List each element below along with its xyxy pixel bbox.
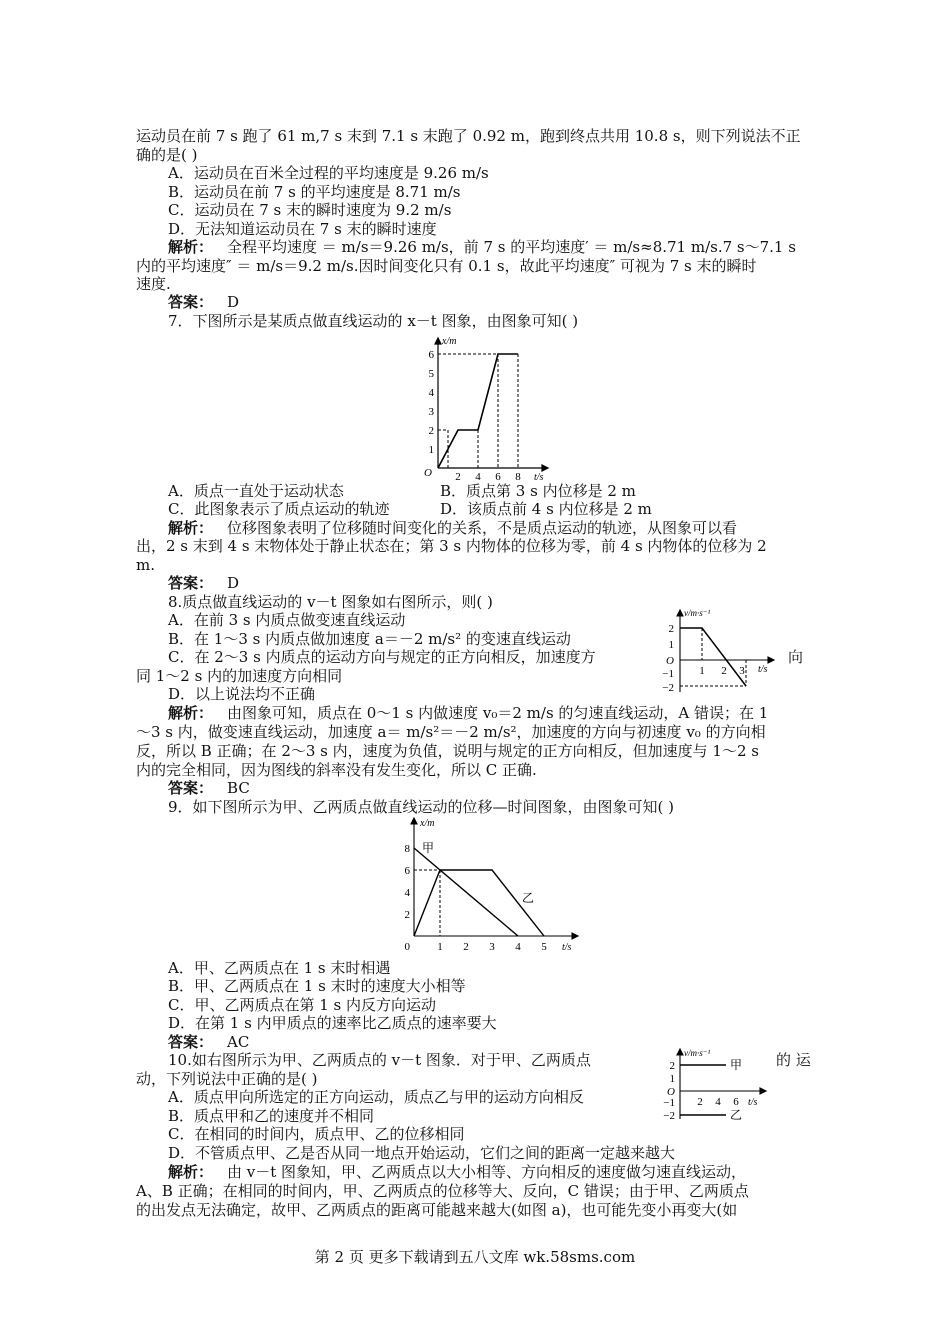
x-tick-2: 2: [463, 941, 469, 953]
q6-analysis-line2: 内的平均速度″ ＝ m/s＝9.2 m/s.因时间变化只有 0.1 s，故此平均速度″ 可视为 7 s 末的瞬时: [136, 257, 757, 275]
y-axis-label: x/m: [420, 818, 435, 829]
x-tick-2: 2: [455, 471, 461, 480]
x-tick-6: 6: [733, 1096, 739, 1108]
q6-option-c: C．运动员在 7 s 末的瞬时速度为 9.2 m/s: [168, 201, 452, 219]
q10-option-d: D．不管质点甲、乙是否从同一地点开始运动，它们之间的距离一定越来越大: [168, 1144, 676, 1162]
answer-value: D: [227, 574, 240, 592]
x-axis-label: t/s: [534, 472, 544, 480]
q6-analysis-line3: 速度.: [136, 275, 171, 293]
q7-analysis-line2: 出，2 s 末到 4 s 末物体处于静止状态在；第 3 s 内物体的位移为零，前 4 s 内物体的位移为 2: [136, 537, 767, 555]
q10-stem-tail: 的 运: [776, 1051, 811, 1069]
q7-option-a: A．质点一直处于运动状态: [168, 482, 344, 500]
q10-option-a: A．质点甲向所选定的正方向运动，质点乙与甲的运动方向相反: [168, 1088, 584, 1106]
q7-analysis-line3: m.: [136, 556, 155, 574]
vt-line: [680, 628, 746, 686]
q6-option-d: D．无法知道运动员在 7 s 末的瞬时速度: [168, 220, 437, 238]
y-tick-5: 5: [428, 368, 434, 380]
y-tick-0: 0: [404, 941, 410, 953]
y-tick-3: 3: [428, 406, 434, 418]
q8-vt-graph: [652, 604, 786, 694]
q6-option-a: A．运动员在百米全过程的平均速度是 9.26 m/s: [168, 164, 489, 182]
y-tick-1: 1: [669, 1073, 675, 1085]
q8-option-d: D．以上说法均不正确: [168, 685, 316, 703]
y-axis-arrow: [677, 1049, 683, 1055]
x-tick-5: 5: [541, 941, 547, 953]
q7-option-c: C．此图象表示了质点运动的轨迹: [168, 500, 390, 518]
x-tick-3: 3: [739, 665, 745, 677]
x-axis-label: t/s: [758, 664, 768, 675]
x-tick-2: 2: [697, 1096, 703, 1108]
y-tick-6: 6: [404, 865, 410, 877]
q10-analysis-line1: [168, 1163, 848, 1182]
q9-option-c: C．甲、乙两质点在第 1 s 内反方向运动: [168, 996, 437, 1014]
y-tick-2: 2: [404, 909, 410, 921]
q10-stem-line2: 动，下列说法中正确的是( ): [136, 1070, 318, 1088]
y-axis-label: v/m·s⁻¹: [684, 608, 711, 618]
y-tick-minus1: −1: [662, 668, 674, 680]
x-tick-3: 3: [489, 941, 495, 953]
q8-answer: [168, 779, 848, 798]
y-tick-8: 8: [404, 843, 410, 855]
q6-stem-line1: 运动员在前 7 s 跑了 61 m,7 s 末到 7.1 s 末跑了 0.92 m，跑到终点共用 10.8 s，则下列说法不正: [136, 127, 801, 145]
x-tick-8: 8: [515, 471, 521, 480]
x-axis-arrow: [542, 465, 548, 471]
q9-option-b: B．甲、乙两质点在 1 s 末时的速度大小相等: [168, 977, 466, 995]
analysis-label: 解析：: [168, 238, 214, 256]
q6-stem-line2: 确的是( ): [136, 146, 198, 164]
y-axis-arrow: [435, 338, 441, 344]
q9-option-a: A．甲、乙两质点在 1 s 末时相遇: [168, 959, 391, 977]
y-axis-label: v/m·s⁻¹: [684, 1048, 711, 1058]
q10-option-c: C．在相同的时间内，质点甲、乙的位移相同: [168, 1125, 465, 1143]
y-tick-4: 4: [404, 887, 410, 899]
q7-stem: 7．下图所示是某质点做直线运动的 x－t 图象，由图象可知( ): [168, 312, 579, 330]
q8-option-c-line1: C．在 2～3 s 内质点的运动方向与规定的正方向相反，加速度方: [168, 648, 596, 666]
analysis-text: 由图象可知，质点在 0～1 s 内做速度 v₀＝2 m/s 的匀速直线运动，A 错误；在 1: [227, 704, 769, 722]
y-tick-minus2: −2: [663, 1110, 675, 1121]
y-tick-6: 6: [428, 349, 434, 361]
q10-stem-line1: 10.如右图所示为甲、乙两质点的 v－t 图象．对于甲、乙两质点: [168, 1051, 591, 1069]
series-yi-label: 乙: [522, 891, 535, 905]
x-tick-4: 4: [475, 471, 481, 480]
y-tick-minus2: −2: [662, 682, 674, 694]
q6-analysis-line1: [168, 238, 848, 257]
q9-option-d: D．在第 1 s 内甲质点的速率比乙质点的速率要大: [168, 1014, 497, 1032]
origin-label: O: [667, 1086, 675, 1098]
q7-answer: [168, 574, 848, 593]
answer-value: D: [227, 293, 240, 311]
q10-analysis-line3: 的出发点无法确定，故甲、乙两质点的距离可能越来越大(如图 a)，也可能先变小再变大(如: [136, 1201, 738, 1219]
series-jia-label: 甲: [730, 1058, 743, 1072]
y-axis-arrow: [411, 818, 417, 824]
series-jia-label: 甲: [422, 841, 435, 855]
q8-stem: 8.质点做直线运动的 v－t 图象如右图所示，则( ): [168, 593, 493, 611]
answer-label: 答案：: [168, 293, 214, 311]
series-yi-label: 乙: [730, 1108, 743, 1121]
y-tick-2: 2: [428, 425, 434, 437]
y-axis-arrow: [677, 610, 683, 616]
q8-option-c-line2: 同 1～2 s 内的加速度方向相同: [136, 667, 343, 685]
y-tick-1: 1: [668, 639, 674, 651]
y-tick-2: 2: [668, 623, 674, 635]
y-tick-1: 1: [428, 444, 434, 456]
q10-vt-graph: [656, 1045, 776, 1121]
q8-analysis-line1: [168, 704, 848, 723]
y-tick-4: 4: [428, 387, 434, 399]
x-axis-label: t/s: [562, 942, 572, 953]
x-tick-4: 4: [515, 941, 521, 953]
q8-analysis-line3: 反，所以 B 正确；在 2～3 s 内，速度为负值，说明与规定的正方向相反，但加速度与 1～2 s: [136, 742, 759, 760]
origin-label: O: [424, 467, 432, 479]
q8-option-a: A．在前 3 s 内质点做变速直线运动: [168, 611, 406, 629]
q10-analysis-line2: A、B 正确；在相同的时间内，甲、乙两质点的位移等大、反向，C 错误；由于甲、乙两质点: [136, 1182, 749, 1200]
y-tick-2: 2: [669, 1060, 675, 1072]
analysis-text: 位移图象表明了位移随时间变化的关系，不是质点运动的轨迹，从图象可以看: [227, 519, 738, 537]
series-jia-line: [414, 848, 518, 936]
q8-analysis-line4: 内的完全相同，因为图线的斜率没有发生变化，所以 C 正确.: [136, 761, 537, 779]
q8-analysis-line2: ～3 s 内，做变速直线运动，加速度 a＝ m/s²＝－2 m/s²，加速度的方向与初速度 v₀ 的方向相: [136, 723, 766, 741]
y-tick-minus1: −1: [663, 1097, 675, 1109]
answer-label: 答案：: [168, 1033, 214, 1051]
analysis-label: 解析：: [168, 1163, 214, 1181]
analysis-text: 全程平均速度 ＝ m/s＝9.26 m/s，前 7 s 的平均速度′ ＝ m/s≈8.71 m/s.7 s～7.1 s: [227, 238, 796, 256]
answer-label: 答案：: [168, 779, 214, 797]
x-axis-label: t/s: [748, 1097, 758, 1108]
analysis-text: 由 v－t 图象知，甲、乙两质点以大小相等、方向相反的速度做匀速直线运动，: [227, 1163, 747, 1181]
q9-xt-graph: [396, 814, 586, 956]
answer-label: 答案：: [168, 574, 214, 592]
q8-option-b: B．在 1～3 s 内质点做加速度 a＝－2 m/s² 的变速直线运动: [168, 630, 571, 648]
q6-option-b: B．运动员在前 7 s 的平均速度是 8.71 m/s: [168, 183, 461, 201]
x-tick-4: 4: [715, 1096, 721, 1108]
q7-option-b: B．质点第 3 s 内位移是 2 m: [440, 482, 636, 500]
q6-answer: [168, 293, 848, 312]
q7-analysis-line1: [168, 519, 848, 538]
q7-option-d: D．该质点前 4 s 内位移是 2 m: [440, 500, 652, 518]
x-axis-arrow: [768, 657, 774, 663]
q7-xt-graph: [418, 332, 558, 480]
x-tick-1: 1: [437, 941, 443, 953]
x-tick-1: 1: [699, 665, 705, 677]
x-tick-2: 2: [721, 665, 727, 677]
answer-value: BC: [227, 779, 250, 797]
q10-option-b: B．质点甲和乙的速度并不相同: [168, 1107, 375, 1125]
analysis-label: 解析：: [168, 519, 214, 537]
page-footer: 第 2 页 更多下载请到五八文库 wk.58sms.com: [314, 1248, 636, 1266]
q9-stem: 9．如下图所示为甲、乙两质点做直线运动的位移—时间图象，由图象可知( ): [168, 798, 675, 816]
x-axis-arrow: [572, 933, 578, 939]
x-tick-6: 6: [495, 471, 501, 480]
origin-label: O: [666, 655, 674, 667]
q8-option-c-tail: 向: [788, 648, 804, 666]
y-axis-label: x/m: [442, 336, 457, 347]
analysis-label: 解析：: [168, 704, 214, 722]
x-axis-arrow: [760, 1088, 766, 1094]
answer-value: AC: [227, 1033, 250, 1051]
